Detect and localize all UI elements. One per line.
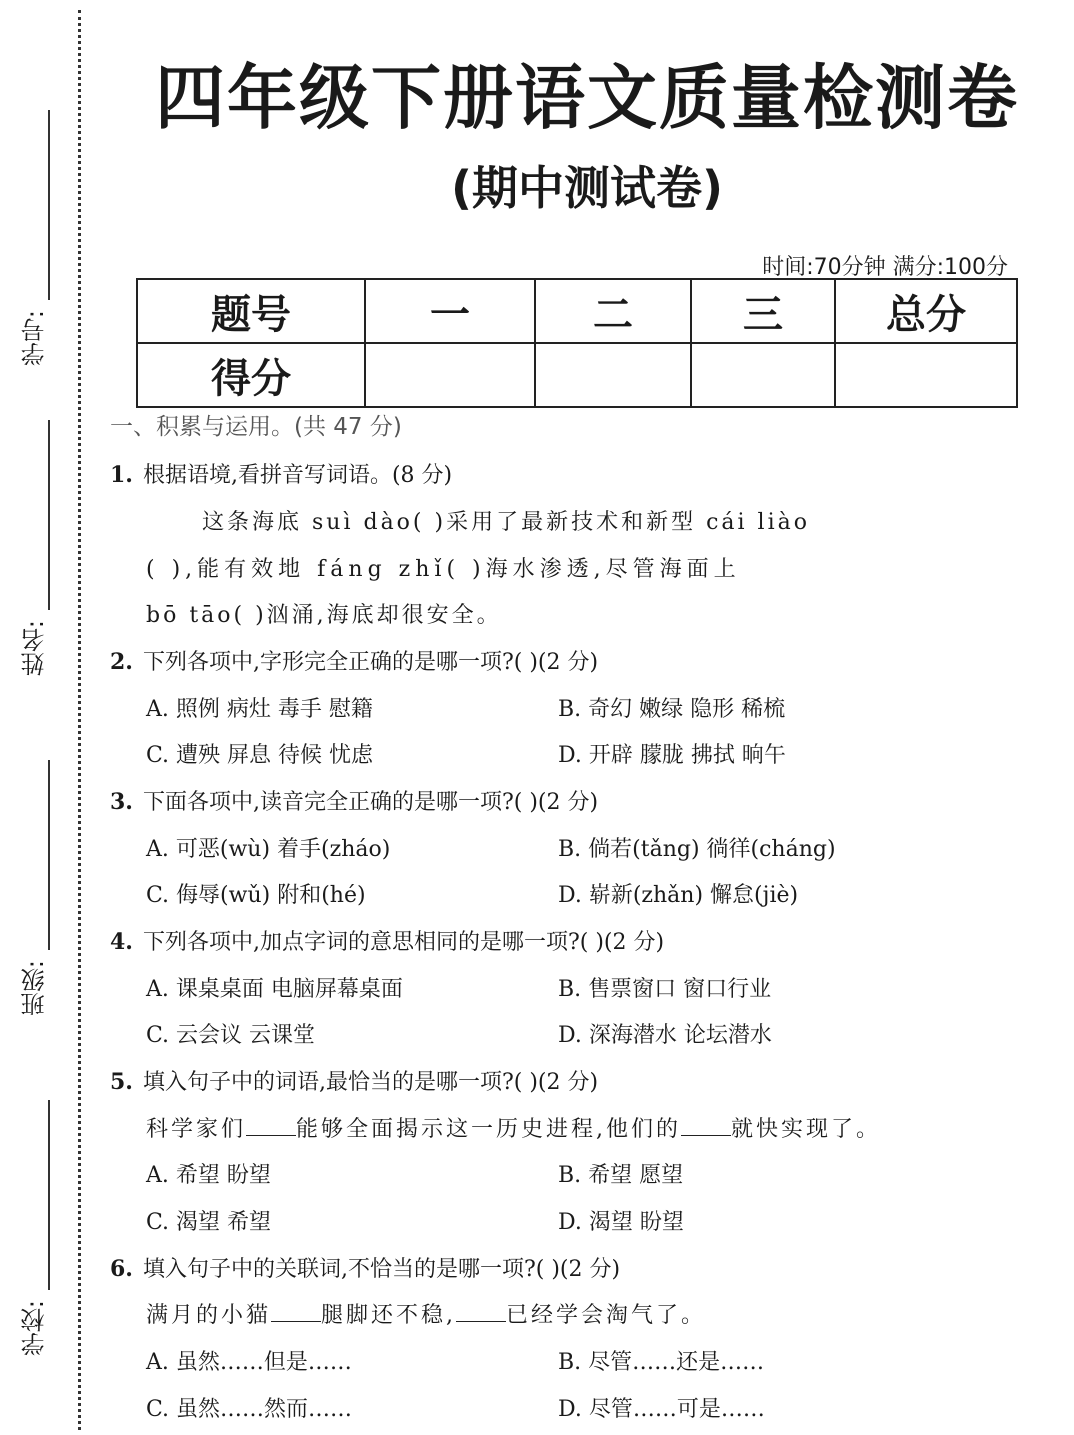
option-a: A. 照例 病灶 毒手 慰籍 [146, 697, 373, 722]
sentence-part: 就快实现了。 [731, 1117, 882, 1142]
sentence-part: 已经学会淘气了。 [506, 1303, 707, 1328]
question-stem: 填入句子中的关联词,不恰当的是哪一项?( )(2 分) [142, 1257, 621, 1282]
sentence-part: 腿脚还不稳, [321, 1303, 457, 1328]
score-cell [691, 343, 835, 407]
question-5 [110, 1065, 598, 1096]
fill-blank [271, 1303, 321, 1322]
question-stem: 下列各项中,加点字词的意思相同的是哪一项?( )(2 分) [142, 930, 665, 955]
question-number: 5. [110, 1069, 133, 1095]
question-number: 3. [110, 789, 133, 815]
option-a: A. 虽然……但是…… [146, 1350, 352, 1375]
option-a: A. 希望 盼望 [146, 1163, 271, 1188]
student-id-field [0, 110, 70, 370]
name-field [0, 420, 70, 680]
school-label: 学校: [21, 1300, 49, 1357]
time-info: 时间:70分钟 满分:100分 [762, 255, 1008, 280]
option-d: D. 崭新(zhǎn) 懈怠(jiè) [558, 883, 799, 908]
q5-sentence [146, 1112, 881, 1143]
student-id-label: 学号: [21, 310, 49, 367]
score-row-label: 得分 [137, 343, 365, 407]
option-c: C. 遭殃 屏息 待候 忧虑 [146, 743, 374, 768]
question-number: 1. [110, 462, 133, 488]
question-stem: 下列各项中,字形完全正确的是哪一项?( )(2 分) [142, 650, 599, 675]
option-a: A. 可恶(wù) 着手(zháo) [146, 837, 391, 862]
option-b: B. 尽管……还是…… [558, 1350, 765, 1375]
question-stem: 下面各项中,读音完全正确的是哪一项?( )(2 分) [142, 790, 599, 815]
option-c: C. 渴望 希望 [146, 1210, 272, 1235]
fill-blank [681, 1117, 731, 1136]
q6-sentence [146, 1298, 706, 1329]
name-label: 姓名: [21, 620, 49, 677]
option-d: D. 开辟 朦胧 拂拭 晌午 [558, 743, 786, 768]
school-field [0, 1100, 70, 1360]
class-line [48, 760, 50, 950]
exam-subtitle: (期中测试卷) [450, 161, 724, 215]
question-4 [110, 925, 664, 956]
option-b: B. 希望 愿望 [558, 1163, 684, 1188]
score-header-cell: 总分 [835, 279, 1017, 343]
fill-blank [456, 1303, 506, 1322]
option-d: D. 深海潜水 论坛潜水 [558, 1023, 772, 1048]
score-table [136, 278, 1018, 408]
score-header-cell: 一 [365, 279, 535, 343]
score-cell [835, 343, 1017, 407]
option-c: C. 云会议 云课堂 [146, 1023, 316, 1048]
binding-margin [0, 0, 100, 1435]
student-id-line [48, 110, 50, 300]
class-label: 班级: [21, 960, 49, 1017]
sentence-part: 能够全面揭示这一历史进程,他们的 [296, 1117, 682, 1142]
class-field [0, 760, 70, 1020]
option-a: A. 课桌桌面 电脑屏幕桌面 [146, 977, 403, 1002]
name-line [48, 420, 50, 610]
school-line [48, 1100, 50, 1290]
question-3 [110, 785, 598, 816]
question-stem: 根据语境,看拼音写词语。(8 分) [142, 463, 453, 488]
question-stem: 填入句子中的词语,最恰当的是哪一项?( )(2 分) [142, 1070, 599, 1095]
option-b: B. 倘若(tǎng) 徜徉(cháng) [558, 837, 836, 862]
option-c: C. 侮辱(wǔ) 附和(hé) [146, 883, 366, 908]
q1-text-line: bō tāo( )汹涌,海底却很安全。 [146, 603, 502, 628]
question-1 [110, 458, 452, 489]
option-d: D. 渴望 盼望 [558, 1210, 684, 1235]
score-cell [535, 343, 691, 407]
sentence-part: 科学家们 [146, 1117, 247, 1142]
question-6 [110, 1252, 620, 1283]
option-b: B. 售票窗口 窗口行业 [558, 977, 772, 1002]
exam-title: 四年级下册语文质量检测卷 [155, 57, 1019, 139]
question-number: 2. [110, 649, 133, 675]
sentence-part: 满月的小猫 [146, 1303, 272, 1328]
question-number: 4. [110, 929, 133, 955]
fill-blank [246, 1117, 296, 1136]
score-header-cell: 三 [691, 279, 835, 343]
option-c: C. 虽然……然而…… [146, 1397, 353, 1422]
score-table-header-row [137, 279, 1017, 343]
score-cell [365, 343, 535, 407]
score-header-cell: 二 [535, 279, 691, 343]
option-d: D. 尽管……可是…… [558, 1397, 765, 1422]
q1-text-line: 这条海底 suì dào( )采用了最新技术和新型 cái liào [202, 510, 810, 535]
option-b: B. 奇幻 嫩绿 隐形 稀梳 [558, 697, 786, 722]
cut-line [78, 10, 81, 1430]
score-header-cell: 题号 [137, 279, 365, 343]
score-table-score-row [137, 343, 1017, 407]
question-2 [110, 645, 598, 676]
section-title: 一、积累与运用。(共 47 分) [110, 414, 402, 440]
question-number: 6. [110, 1256, 133, 1282]
q1-text-line: ( ),能有效地 fáng zhǐ( )海水渗透,尽管海面上 [146, 557, 741, 582]
